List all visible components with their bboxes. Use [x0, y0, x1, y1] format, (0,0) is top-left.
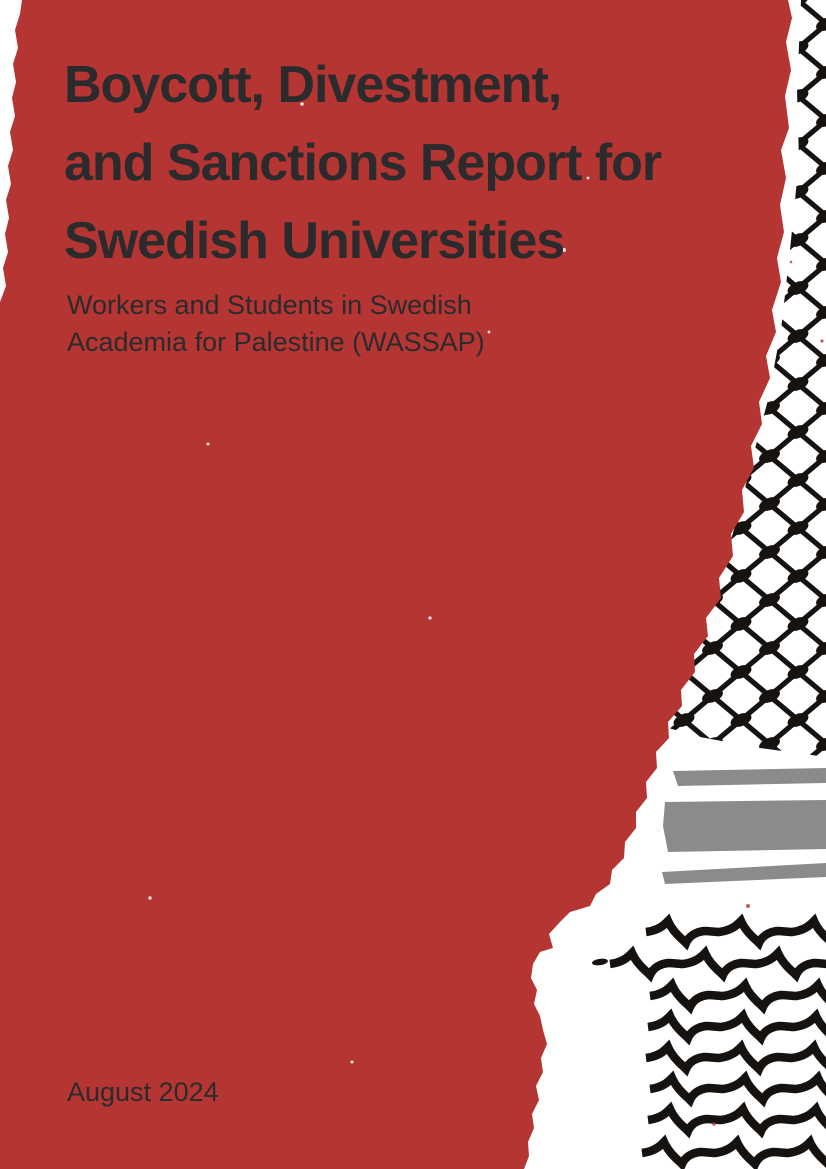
title-line-2: and Sanctions Report for — [64, 134, 662, 192]
title-line-1: Boycott, Divestment, — [64, 56, 562, 114]
title-line-3: Swedish Universities — [64, 212, 565, 270]
subtitle-line-1: Workers and Students in Swedish — [67, 290, 472, 320]
report-subtitle — [67, 287, 485, 361]
subtitle-line-2: Academia for Palestine (WASSAP) — [67, 327, 485, 357]
report-title — [64, 46, 661, 280]
report-date: August 2024 — [67, 1077, 219, 1107]
